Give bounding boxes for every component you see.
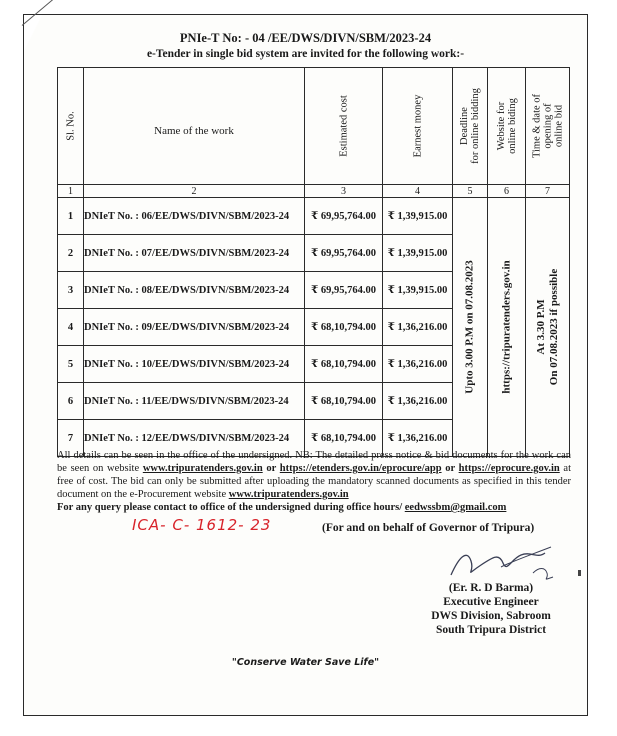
scan-mark bbox=[578, 570, 581, 576]
column-number: 2 bbox=[84, 185, 305, 198]
deadline-cell: Upto 3.00 P.M on 07.08.2023 bbox=[453, 198, 488, 457]
row-work-name: DNIeT No. : 12/EE/DWS/DIVN/SBM/2023-24 bbox=[84, 420, 305, 457]
query-text: For any query please contact to office of the undersigned during office hours/ bbox=[57, 502, 405, 513]
notice-subtitle: e-Tender in single bid system are invited for the following work:- bbox=[146, 48, 465, 60]
table-row bbox=[58, 198, 570, 235]
row-sl: 4 bbox=[58, 309, 84, 346]
row-earnest-money: ₹ 1,39,915.00 bbox=[383, 198, 453, 235]
row-work-name: DNIeT No. : 10/EE/DWS/DIVN/SBM/2023-24 bbox=[84, 346, 305, 383]
link-etenders[interactable]: https://etenders.gov.in/eprocure/app bbox=[279, 463, 442, 474]
row-work-name: DNIeT No. : 08/EE/DWS/DIVN/SBM/2023-24 bbox=[84, 272, 305, 309]
row-work-name: DNIeT No. : 07/EE/DWS/DIVN/SBM/2023-24 bbox=[84, 235, 305, 272]
table-header-row bbox=[58, 68, 570, 185]
handwritten-stamp-code: ICA- C- 1612- 23 bbox=[132, 516, 272, 534]
row-work-name: DNIeT No. : 09/EE/DWS/DIVN/SBM/2023-24 bbox=[84, 309, 305, 346]
column-number: 5 bbox=[453, 185, 488, 198]
notice-text: All details can be seen in the office of the undersigned. NB: The detailed press notice & bid documents for the work can be seen on website bbox=[57, 450, 571, 474]
row-estimated-cost: ₹ 69,95,764.00 bbox=[305, 235, 383, 272]
row-estimated-cost: ₹ 68,10,794.00 bbox=[305, 420, 383, 457]
notice-text: at free of cost. The bid can only be submitted after uploading the mandatory scanned documents as specified in this tender document on the e-Procurement website bbox=[57, 463, 571, 500]
column-number-row bbox=[58, 185, 570, 198]
row-estimated-cost: ₹ 68,10,794.00 bbox=[305, 383, 383, 420]
notice-text-or: or bbox=[441, 463, 459, 474]
row-sl: 1 bbox=[58, 198, 84, 235]
notice-text-or: or bbox=[262, 463, 280, 474]
signatory-block bbox=[406, 581, 576, 637]
header-estimated-cost: Estimated cost bbox=[305, 68, 383, 185]
signature-image bbox=[441, 537, 561, 587]
behalf-line: (For and on behalf of Governor of Tripura) bbox=[322, 522, 535, 534]
row-estimated-cost: ₹ 69,95,764.00 bbox=[305, 272, 383, 309]
row-earnest-money: ₹ 1,36,216.00 bbox=[383, 383, 453, 420]
row-sl: 2 bbox=[58, 235, 84, 272]
tender-notice-page bbox=[23, 14, 588, 716]
signatory-name: (Er. R. D Barma) bbox=[448, 582, 534, 594]
header-sl-no: Sl. No. bbox=[58, 68, 84, 185]
header-opening-time: Time & date of opening of online bid bbox=[526, 68, 570, 185]
row-sl: 5 bbox=[58, 346, 84, 383]
column-number: 4 bbox=[383, 185, 453, 198]
signatory-division: DWS Division, Sabroom bbox=[431, 610, 551, 622]
header-earnest-money: Earnest money bbox=[383, 68, 453, 185]
column-number: 7 bbox=[526, 185, 570, 198]
link-tripuratenders[interactable]: www.tripuratenders.gov.in bbox=[142, 463, 263, 474]
column-number: 1 bbox=[58, 185, 84, 198]
opening-time-cell: At 3.30 P.M On 07.08.2023 if possible bbox=[526, 198, 570, 457]
contact-email[interactable]: eedwssbm@gmail.com bbox=[404, 502, 507, 513]
notice-paragraph bbox=[57, 449, 571, 514]
row-estimated-cost: ₹ 68,10,794.00 bbox=[305, 346, 383, 383]
row-earnest-money: ₹ 1,39,915.00 bbox=[383, 235, 453, 272]
signatory-designation: Executive Engineer bbox=[443, 596, 539, 608]
header-deadline: Deadline for online bidding bbox=[453, 68, 488, 185]
row-sl: 6 bbox=[58, 383, 84, 420]
row-estimated-cost: ₹ 69,95,764.00 bbox=[305, 198, 383, 235]
row-estimated-cost: ₹ 68,10,794.00 bbox=[305, 309, 383, 346]
row-earnest-money: ₹ 1,36,216.00 bbox=[383, 346, 453, 383]
row-sl: 7 bbox=[58, 420, 84, 457]
tender-table bbox=[57, 67, 570, 457]
header-name-of-work: Name of the work bbox=[84, 68, 305, 185]
link-tripuratenders-2[interactable]: www.tripuratenders.gov.in bbox=[228, 489, 349, 500]
signatory-district: South Tripura District bbox=[435, 624, 547, 636]
column-number: 3 bbox=[305, 185, 383, 198]
link-eprocure[interactable]: https://eprocure.gov.in bbox=[458, 463, 560, 474]
notice-title: PNIe-T No: - 04 /EE/DWS/DIVN/SBM/2023-24 bbox=[179, 31, 432, 45]
column-number: 6 bbox=[488, 185, 526, 198]
header-website: Website for online biding bbox=[488, 68, 526, 185]
row-earnest-money: ₹ 1,36,216.00 bbox=[383, 420, 453, 457]
row-earnest-money: ₹ 1,36,216.00 bbox=[383, 309, 453, 346]
row-sl: 3 bbox=[58, 272, 84, 309]
row-work-name: DNIeT No. : 06/EE/DWS/DIVN/SBM/2023-24 bbox=[84, 198, 305, 235]
row-work-name: DNIeT No. : 11/EE/DWS/DIVN/SBM/2023-24 bbox=[84, 383, 305, 420]
row-earnest-money: ₹ 1,39,915.00 bbox=[383, 272, 453, 309]
slogan: "Conserve Water Save Life" bbox=[231, 657, 380, 668]
website-cell: https://tripuratenders.gov.in bbox=[488, 198, 526, 457]
